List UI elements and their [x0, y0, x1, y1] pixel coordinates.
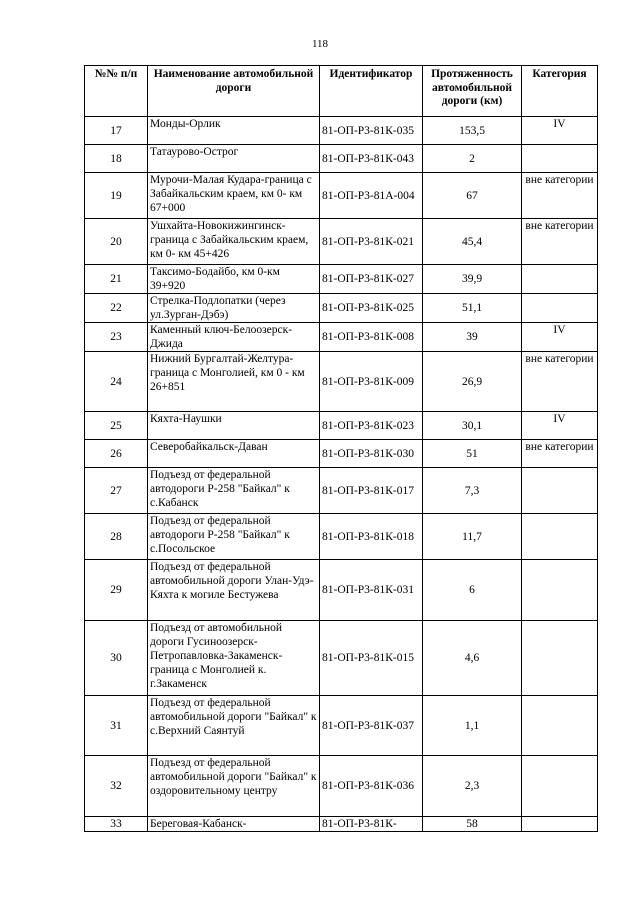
table-row	[85, 560, 598, 621]
row-number: 30	[85, 621, 148, 696]
road-length: 58	[423, 817, 522, 832]
table-row	[85, 514, 598, 560]
road-name: Подъезд от федеральной автомобильной дороги "Байкал" к оздоровительному центру	[148, 756, 320, 817]
road-category: вне категории	[522, 173, 598, 219]
road-name: Подъезд от федеральной автомобильной дороги Улан-Удэ-Кяхта к могиле Бестужева	[148, 560, 320, 621]
road-identifier: 81-ОП-Р3-81К-017	[320, 468, 423, 514]
road-name: Стрелка-Подлопатки (через ул.Зурган-Дэбэ)	[148, 294, 320, 323]
road-name: Подъезд от федеральной автодороги Р-258 "Байкал" к с.Посольское	[148, 514, 320, 560]
road-category	[522, 145, 598, 173]
table-row	[85, 756, 598, 817]
table-body	[85, 117, 598, 832]
road-name: Береговая-Кабанск-	[148, 817, 320, 832]
table-row	[85, 817, 598, 832]
row-number: 22	[85, 294, 148, 323]
road-category	[522, 294, 598, 323]
row-number: 31	[85, 696, 148, 756]
table-header-row	[85, 66, 598, 117]
road-category	[522, 265, 598, 294]
road-category: IV	[522, 412, 598, 440]
road-name: Татаурово-Острог	[148, 145, 320, 173]
row-number: 19	[85, 173, 148, 219]
road-category: IV	[522, 323, 598, 352]
road-identifier: 81-ОП-Р3-81К-021	[320, 219, 423, 265]
road-length: 45,4	[423, 219, 522, 265]
table-row	[85, 323, 598, 352]
road-length: 6	[423, 560, 522, 621]
roads-table	[84, 65, 598, 832]
header-name: Наименование автомобильной дороги	[148, 66, 320, 117]
road-identifier: 81-ОП-Р3-81К-015	[320, 621, 423, 696]
row-number: 25	[85, 412, 148, 440]
road-length: 11,7	[423, 514, 522, 560]
row-number: 23	[85, 323, 148, 352]
road-category	[522, 756, 598, 817]
road-name: Таксимо-Бодайбо, км 0-км 39+920	[148, 265, 320, 294]
road-length: 4,6	[423, 621, 522, 696]
row-number: 17	[85, 117, 148, 145]
road-name: Северобайкальск-Даван	[148, 440, 320, 468]
road-identifier: 81-ОП-Р3-81К-036	[320, 756, 423, 817]
road-identifier: 81-ОП-Р3-81К-023	[320, 412, 423, 440]
table-row	[85, 468, 598, 514]
road-name: Подъезд от автомобильной дороги Гусиноозерск-Петропавловка-Закаменск-граница с Монголией к. г.Закаменск	[148, 621, 320, 696]
header-category: Категория	[522, 66, 598, 117]
row-number: 33	[85, 817, 148, 832]
table-row	[85, 265, 598, 294]
road-name: Каменный ключ-Белоозерск-Джида	[148, 323, 320, 352]
table-row	[85, 696, 598, 756]
road-identifier: 81-ОП-Р3-81К-037	[320, 696, 423, 756]
table-row	[85, 219, 598, 265]
row-number: 27	[85, 468, 148, 514]
road-name: Нижний Бургалтай-Желтура-граница с Монголией, км 0 - км 26+851	[148, 352, 320, 412]
table-row	[85, 412, 598, 440]
road-category	[522, 621, 598, 696]
table-row	[85, 440, 598, 468]
road-category	[522, 560, 598, 621]
road-identifier: 81-ОП-Р3-81К-031	[320, 560, 423, 621]
road-name: Подъезд от федеральной автомобильной дороги "Байкал" к с.Верхний Саянтуй	[148, 696, 320, 756]
row-number: 24	[85, 352, 148, 412]
road-length: 51	[423, 440, 522, 468]
road-category	[522, 696, 598, 756]
road-category: вне категории	[522, 219, 598, 265]
row-number: 18	[85, 145, 148, 173]
road-identifier: 81-ОП-Р3-81К-025	[320, 294, 423, 323]
road-length: 153,5	[423, 117, 522, 145]
row-number: 29	[85, 560, 148, 621]
header-identifier: Идентификатор	[320, 66, 423, 117]
table-row	[85, 117, 598, 145]
road-length: 30,1	[423, 412, 522, 440]
road-length: 26,9	[423, 352, 522, 412]
header-length: Протяженность автомобильной дороги (км)	[423, 66, 522, 117]
row-number: 21	[85, 265, 148, 294]
road-identifier: 81-ОП-Р3-81К-	[320, 817, 423, 832]
road-length: 2	[423, 145, 522, 173]
road-identifier: 81-ОП-Р3-81К-027	[320, 265, 423, 294]
road-identifier: 81-ОП-Р3-81А-004	[320, 173, 423, 219]
road-category: вне категории	[522, 352, 598, 412]
road-length: 7,3	[423, 468, 522, 514]
road-name: Подъезд от федеральной автодороги Р-258 "Байкал" к с.Кабанск	[148, 468, 320, 514]
road-name: Ушхайта-Новокижингинск-граница с Забайкальским краем, км 0- км 45+426	[148, 219, 320, 265]
row-number: 28	[85, 514, 148, 560]
table-row	[85, 621, 598, 696]
road-name: Кяхта-Наушки	[148, 412, 320, 440]
row-number: 20	[85, 219, 148, 265]
road-length: 51,1	[423, 294, 522, 323]
road-identifier: 81-ОП-Р3-81К-018	[320, 514, 423, 560]
road-length: 2,3	[423, 756, 522, 817]
road-category	[522, 817, 598, 832]
road-length: 39	[423, 323, 522, 352]
road-identifier: 81-ОП-Р3-81К-030	[320, 440, 423, 468]
road-name: Мурочи-Малая Кудара-граница с Забайкальским краем, км 0- км 67+000	[148, 173, 320, 219]
road-length: 39,9	[423, 265, 522, 294]
header-num: №№ п/п	[85, 66, 148, 117]
road-identifier: 81-ОП-Р3-81К-043	[320, 145, 423, 173]
road-identifier: 81-ОП-Р3-81К-008	[320, 323, 423, 352]
row-number: 26	[85, 440, 148, 468]
table-row	[85, 352, 598, 412]
road-category: IV	[522, 117, 598, 145]
road-length: 1,1	[423, 696, 522, 756]
table-row	[85, 294, 598, 323]
page-number: 118	[311, 38, 329, 50]
row-number: 32	[85, 756, 148, 817]
table-row	[85, 173, 598, 219]
road-category	[522, 468, 598, 514]
road-name: Монды-Орлик	[148, 117, 320, 145]
road-length: 67	[423, 173, 522, 219]
table-row	[85, 145, 598, 173]
road-identifier: 81-ОП-Р3-81К-009	[320, 352, 423, 412]
road-category	[522, 514, 598, 560]
road-category: вне категории	[522, 440, 598, 468]
road-identifier: 81-ОП-Р3-81К-035	[320, 117, 423, 145]
